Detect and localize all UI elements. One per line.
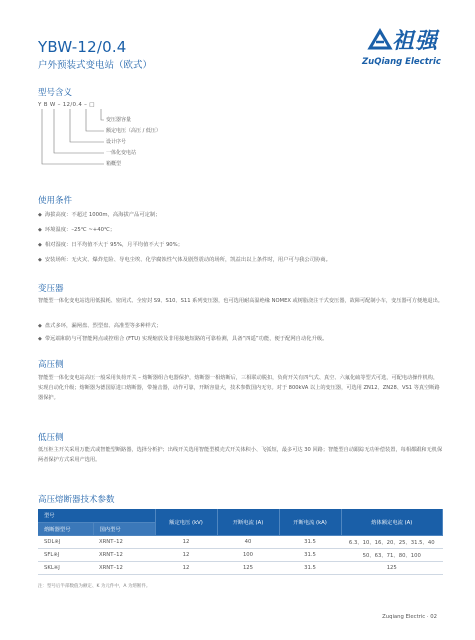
table-header-cell: 国内型号: [93, 522, 155, 535]
table-header-cell: 额定电压 (kV): [155, 509, 217, 535]
table-header-row: [38, 509, 443, 522]
section-heading-lv: 低压侧: [38, 433, 64, 443]
brand-logo: [357, 24, 457, 80]
table-cell: SFL※J: [38, 548, 93, 561]
table-cell: 50、63、71、80、100: [341, 548, 443, 561]
table-cell: 100: [217, 548, 279, 561]
page-title: YBW-12/0.4: [38, 38, 127, 56]
table-cell: 31.5: [279, 561, 341, 574]
table-header-cell: 型号: [38, 509, 155, 522]
condition-item: ◆ 环境温度：–25℃ ~+40℃；: [38, 225, 115, 233]
model-legend-item: 箱概型: [106, 161, 122, 167]
table-row: [38, 535, 443, 548]
table-cell: 6.3、10、16、20、25、31.5、40: [341, 535, 443, 548]
table-cell: 31.5: [279, 535, 341, 548]
table-header-cell: 开断电流 (kA): [279, 509, 341, 535]
transformer-item: ◆ 盘式多环，漏闸盘、烈型盘、高准型等多种样式；: [38, 321, 161, 329]
model-legend-item: 一体化变电站: [106, 150, 137, 156]
condition-item: ◆ 安装场所：无火灾、爆炸危险、导电尘埃、化学腐蚀性气体及剧烈震动的场所，凯益出以上条件时，用户可与我公司协商。: [38, 255, 331, 263]
table-cell: 12: [155, 535, 217, 548]
hv-paragraph: 智能型一体化变电站高压一般采用负荷开关 – 熔断器组合电器保护，熔断器一相熔断后，三相联动脱扣，负荷开关有四气式、真空、六氟化硫等型式可选，可配电动操作机构，实现自动化升级；熔断器为德国原进口熔断器，带撞击器，动作可靠，开断容量大，技术参数国内无穷。对于 800kVA 以上的变压器，可选用 ZN12、ZN28、VS1 等真空断路器保护。: [38, 375, 440, 401]
model-tree-diagram: [40, 108, 150, 170]
table-cell: 40: [217, 535, 279, 548]
table-cell: XRNT–12: [93, 548, 155, 561]
logo-en-text: ZuQiang Electric: [362, 57, 441, 67]
page-footer: Zuqiang Electric · 02: [382, 614, 437, 620]
model-code: Y B W – 12/0.4 – □: [38, 102, 95, 108]
logo-emblem-icon: [367, 28, 393, 52]
table-cell: XRNT–12: [93, 535, 155, 548]
table-row: [38, 548, 443, 561]
logo-cn-text: 祖强: [392, 28, 439, 54]
table-cell: 12: [155, 548, 217, 561]
table-cell: 31.5: [279, 548, 341, 561]
table-cell: SDL※J: [38, 535, 93, 548]
model-legend-item: 设计序号: [106, 139, 127, 145]
page-subtitle: 户外预装式变电站（欧式）: [38, 60, 153, 71]
spec-table: [38, 509, 443, 575]
table-cell: XRNT–12: [93, 561, 155, 574]
table-note: 注：型号后半部数值为额定、K 为元件中，A 为熔断件。: [38, 584, 151, 589]
section-heading-spec: 高压熔断器技术参数: [38, 495, 115, 505]
table-cell: SKL※J: [38, 561, 93, 574]
section-heading-model: 型号含义: [38, 88, 73, 98]
condition-item: ◆ 相对湿度：日平均值不大于 95%，月平均值不大于 90%；: [38, 240, 183, 248]
table-cell: 12: [155, 561, 217, 574]
transformer-paragraph: 智能型一体化变电站选用低损耗、密闭式、全密封 S9、S10、S11 系列变压器，也可选用耐高温绝缘 NOMEX 或树脂浇注干式变压器，故障可配制小车，变压器可方便地退出。: [38, 298, 443, 304]
table-cell: 125: [341, 561, 443, 574]
model-legend-item: 变压器容量: [106, 117, 132, 123]
section-heading-hv: 高压侧: [38, 360, 64, 370]
table-row: [38, 561, 443, 574]
transformer-item: ◆ 带远端和防与可智能网点或控组合 (FTU) 实现缩放及非用接地短路的可靠检测，具备“四遥”功能，便于配网自动化升级。: [38, 334, 443, 342]
lv-paragraph: 低压柜主开关采用万能式或智能型断路器，选择分析护；出线开关选用智能型模壳式开关体积小、飞弧短，最多可达 30 回路；智能型自动跟踪无功补偿装置，每相都跟和无机保两者保护方式采用产选用。: [38, 447, 443, 463]
condition-item: ◆ 海拔高度：不超过 1000m，高海拔产品可定制；: [38, 210, 161, 218]
section-heading-conditions: 使用条件: [38, 196, 73, 206]
table-header-cell: 开断电流 (A): [217, 509, 279, 535]
section-heading-transformer: 变压器: [38, 284, 64, 294]
table-cell: 125: [217, 561, 279, 574]
model-legend-item: 额定电压（高压 / 低压）: [106, 128, 161, 134]
table-header-cell: 熔体额定电流 (A): [341, 509, 443, 535]
table-header-cell: 熔断器型号: [38, 522, 93, 535]
